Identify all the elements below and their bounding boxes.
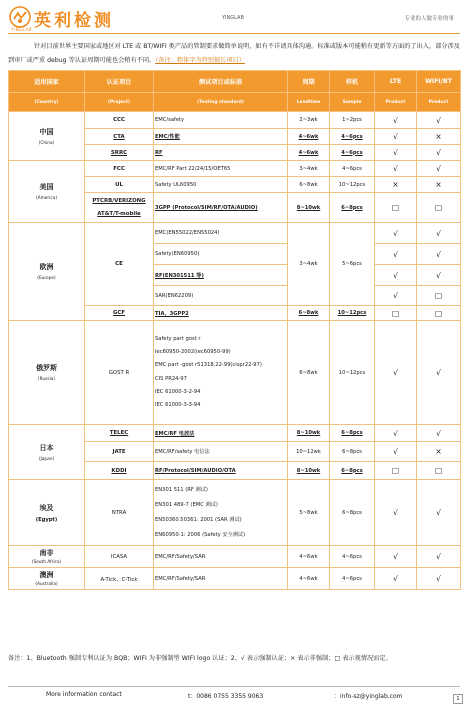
standard-cell: EMC/RF Part 22/24/15/OET65 <box>154 161 288 177</box>
header-standard-en: (Testing standard) <box>154 93 288 112</box>
lte-mark: √ <box>375 568 417 590</box>
lte-mark: √ <box>375 425 417 442</box>
header-country: 适用国家 <box>9 71 85 93</box>
standard-cell: Safety UL60950 <box>154 177 288 193</box>
standard-line: EN301 489-7 (EMC 测试) <box>155 501 218 508</box>
standard-line: EMC part -gost r51318.22-99(cispr22-97) <box>155 362 262 368</box>
country-russia <box>9 321 85 425</box>
standard-cell: EMC/RF/Safety/SAR <box>154 568 288 590</box>
wifi-mark: √ <box>417 265 461 286</box>
standard-cell <box>154 480 288 546</box>
header-divider <box>8 33 460 34</box>
country-name-en: (Russia) <box>37 377 56 382</box>
header-project: 认证项目 <box>85 71 154 93</box>
country-usa <box>9 161 85 223</box>
table-row <box>9 568 461 590</box>
slogan: 专业的人做专业的事 <box>404 16 454 22</box>
country-name-en: (Egypt) <box>35 516 58 523</box>
logo-subtext: YINGLAB <box>11 27 33 32</box>
sample-cell: 6~8pcs <box>330 480 375 546</box>
table-header-row <box>9 71 461 93</box>
country-china <box>9 112 85 161</box>
page-header <box>0 0 468 34</box>
sample-cell: 4~6pcs <box>330 546 375 568</box>
standard-cell: RF(EN301511 等) <box>154 265 288 286</box>
lte-mark: √ <box>375 161 417 177</box>
wifi-mark: × <box>417 442 461 462</box>
wifi-mark: □ <box>417 462 461 480</box>
project-cell: CTA <box>85 129 154 145</box>
lte-mark: √ <box>375 112 417 129</box>
period-cell: 8~10wk <box>288 425 330 442</box>
table-row <box>9 480 461 546</box>
standard-line: Iec60950-2002(iec60950-99) <box>155 349 231 355</box>
sample-cell: 6~8pcs <box>330 193 375 223</box>
project-cell: SRRC <box>85 145 154 161</box>
period-cell: 6~8wk <box>288 321 330 425</box>
project-cell: JATE <box>85 442 154 462</box>
standard-cell: RF/Protocol/SIM/AUDIO/OTA <box>154 462 288 480</box>
country-name: 欧洲 <box>39 263 54 271</box>
lte-mark: √ <box>375 145 417 161</box>
brand-label: YINGLAB <box>222 15 244 21</box>
header-project-en: (Project) <box>85 93 154 112</box>
header-standard: 测试项目或标准 <box>154 71 288 93</box>
footer-email[interactable]: ：info-sz@yinglab.com <box>334 693 403 700</box>
period-cell: 4~6wk <box>288 568 330 590</box>
header-lte: LTE <box>375 71 417 93</box>
wifi-mark: √ <box>417 223 461 244</box>
standard-line: EN60950-1: 2006 (Safety 安全测试) <box>155 531 246 538</box>
wifi-mark: √ <box>417 161 461 177</box>
table-row <box>9 223 461 244</box>
standard-cell: RF <box>154 145 288 161</box>
header-lte-en: Product <box>375 93 417 112</box>
project-cell: TELEC <box>85 425 154 442</box>
period-cell: 3~4wk <box>288 223 330 306</box>
header-sample: 样机 <box>330 71 375 93</box>
country-name-en: (Europe) <box>37 276 56 281</box>
standard-line: EN301 511 (RF 测试) <box>155 486 208 493</box>
standard-line: IEC 61000-3-3-94 <box>155 402 201 408</box>
country-name: 埃及 <box>39 503 54 512</box>
project-cell: NTRA <box>85 480 154 546</box>
footer-contact-label: More information contact <box>46 691 122 698</box>
project-cell: GOST R <box>85 321 154 425</box>
header-sample-en: Sample <box>330 93 375 112</box>
lte-mark: √ <box>375 129 417 145</box>
table-subheader-row <box>9 93 461 112</box>
lte-mark: √ <box>375 265 417 286</box>
period-cell: 3~4wk <box>288 161 330 177</box>
project-line: PTCRB/VERIZONG <box>92 197 146 204</box>
period-cell: 4~6wk <box>288 145 330 161</box>
sample-cell: 4~6pcs <box>330 161 375 177</box>
standard-cell: Safety(EN60950) <box>154 244 288 265</box>
logo-text: 英利检测 <box>34 11 114 31</box>
standard-cell: EMC/safety <box>154 112 288 129</box>
period-cell: 4~6wk <box>288 129 330 145</box>
footer-phone: t：0086 0755 3355 9063 <box>188 693 264 700</box>
country-name: 日本 <box>39 443 54 452</box>
country-name: 美国 <box>39 183 54 191</box>
header-period: 周期 <box>288 71 330 93</box>
footer-divider <box>8 686 460 687</box>
intro-note: （备注：粗体字为特别擅长项目） <box>155 57 245 64</box>
country-name-en: (China) <box>38 140 55 146</box>
wifi-mark: √ <box>417 145 461 161</box>
table-row <box>9 112 461 129</box>
header-wifi-en: Product <box>417 93 461 112</box>
wifi-mark: √ <box>417 112 461 129</box>
lte-mark: √ <box>375 480 417 546</box>
page-number: 1 <box>453 694 463 704</box>
country-egypt <box>9 480 85 546</box>
standard-cell: EMC/性能 <box>154 129 288 145</box>
country-name-en: (South Africa) <box>31 560 62 565</box>
standard-cell: EMC/RF/safety 电信法 <box>154 442 288 462</box>
project-cell: UL <box>85 177 154 193</box>
project-cell: A-Tick、C-Tick <box>85 568 154 590</box>
country-name-en: (Japan) <box>38 456 55 462</box>
country-name-en: (Australia) <box>35 582 58 587</box>
sample-cell: 4~6pcs <box>330 568 375 590</box>
country-name: 中国 <box>39 127 54 136</box>
lte-mark: √ <box>375 442 417 462</box>
country-name: 俄罗斯 <box>36 364 57 372</box>
project-cell: KDDI <box>85 462 154 480</box>
sample-cell: 10~12pcs <box>330 306 375 321</box>
standard-cell: TIA，3GPP2 <box>154 306 288 321</box>
sample-cell: 4~6pcs <box>330 129 375 145</box>
standard-cell: EMC/RF/Safety/SAR <box>154 546 288 568</box>
sample-cell: 6~8pcs <box>330 425 375 442</box>
country-name: 南非 <box>39 549 54 557</box>
header-period-en: Leadtime <box>288 93 330 112</box>
lte-mark: × <box>375 177 417 193</box>
sample-cell: 10~12pcs <box>330 177 375 193</box>
country-name-en: (America) <box>35 196 58 201</box>
standard-line: IEC 61000-3-2-94 <box>155 389 201 395</box>
header-wifi: WIFI/BT <box>417 71 461 93</box>
sample-cell: 10~12pcs <box>330 321 375 425</box>
wifi-mark: □ <box>417 193 461 223</box>
lte-mark: □ <box>375 193 417 223</box>
country-name: 澳洲 <box>39 571 54 579</box>
lte-mark: √ <box>375 286 417 306</box>
wifi-mark: √ <box>417 480 461 546</box>
intro-paragraph <box>8 40 460 68</box>
country-south-africa <box>9 546 85 568</box>
standard-line: CIS PR24-97 <box>155 376 187 382</box>
wifi-mark: √ <box>417 425 461 442</box>
table-row <box>9 546 461 568</box>
period-cell: 2~3wk <box>288 112 330 129</box>
country-australia <box>9 568 85 590</box>
table-row <box>9 425 461 442</box>
certification-table <box>8 70 461 590</box>
lte-mark: √ <box>375 244 417 265</box>
wifi-mark: × <box>417 129 461 145</box>
intro-text: 针对目前世界主要国家或地区对 LTE 或 BT/WIFI 类产品的管制要求做简单说明，如有不详请具体沟通。标准或版本可能稍有更新等方面的了出入，部分涉及到审厂或严重 debug 等认证周期可能也会稍有不同。 <box>8 43 460 64</box>
period-cell: 4~6wk <box>288 546 330 568</box>
project-cell: CE <box>85 223 154 306</box>
wifi-mark: □ <box>417 306 461 321</box>
project-cell: GCF <box>85 306 154 321</box>
sample-cell: 1~2pcs <box>330 112 375 129</box>
period-cell: 10~12wk <box>288 442 330 462</box>
lte-mark: □ <box>375 306 417 321</box>
period-cell: 8~10wk <box>288 193 330 223</box>
wifi-mark: × <box>417 177 461 193</box>
standard-line: EN50360.50361: 2001 (SAR 测试) <box>155 516 242 523</box>
lte-mark: √ <box>375 546 417 568</box>
sample-cell: 6~8pcs <box>330 442 375 462</box>
standard-cell: EMC/RF 电波法 <box>154 425 288 442</box>
table-row <box>9 161 461 177</box>
project-line: AT&T/T-mobile <box>97 210 141 217</box>
lte-mark: √ <box>375 321 417 425</box>
lte-mark: √ <box>375 223 417 244</box>
standard-cell <box>154 321 288 425</box>
wifi-mark: □ <box>417 286 461 306</box>
standard-cell: 3GPP (Protocol/SIM/RF/OTA/AUDIO) <box>154 193 288 223</box>
lte-mark: □ <box>375 462 417 480</box>
sample-cell: 5~6pcs <box>330 223 375 306</box>
project-cell: FCC <box>85 161 154 177</box>
wifi-mark: √ <box>417 321 461 425</box>
period-cell: 6~8wk <box>288 306 330 321</box>
standard-cell: EMC(EN55022/EN55024) <box>154 223 288 244</box>
project-cell: ICASA <box>85 546 154 568</box>
wifi-mark: √ <box>417 568 461 590</box>
project-cell <box>85 193 154 223</box>
yinglab-logo-icon <box>9 6 31 28</box>
standard-cell: SAR(EN62209) <box>154 286 288 306</box>
wifi-mark: √ <box>417 244 461 265</box>
period-cell: 5~8wk <box>288 480 330 546</box>
header-country-en: (Country) <box>9 93 85 112</box>
period-cell: 6~8wk <box>288 177 330 193</box>
wifi-mark: √ <box>417 546 461 568</box>
footnote: 备注：1、Bluetooth 强制专利认证为 BQB；WIFI 为非强制型 WIFI logo 认证；2、√ 表示强制认证；× 表示非强制；□ 表示视情况而定。 <box>8 655 392 662</box>
country-europe <box>9 223 85 321</box>
country-japan <box>9 425 85 480</box>
sample-cell: 4~6pcs <box>330 145 375 161</box>
table-row <box>9 321 461 425</box>
standard-line: Safety part gost r <box>155 336 201 342</box>
period-cell: 8~10wk <box>288 462 330 480</box>
project-cell: CCC <box>85 112 154 129</box>
sample-cell: 6~8pcs <box>330 462 375 480</box>
